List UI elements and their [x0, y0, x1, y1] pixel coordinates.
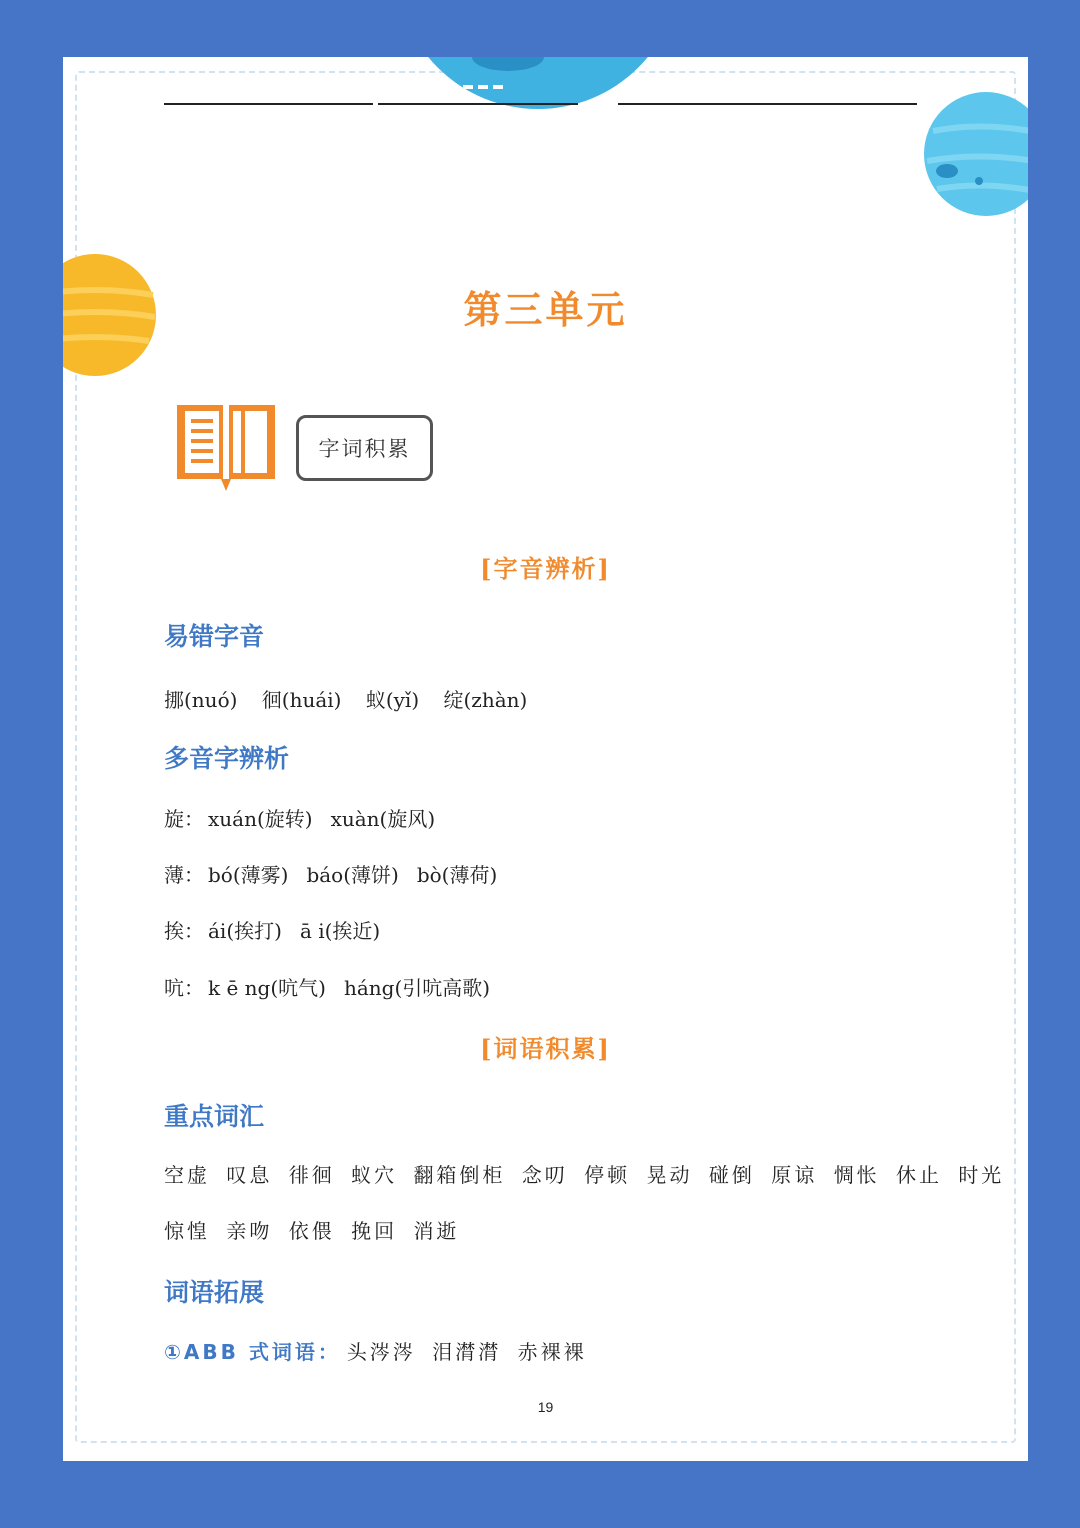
- word: 休止: [895, 1163, 942, 1187]
- header-line-middle: [378, 103, 578, 105]
- header-line-left: [164, 103, 373, 105]
- abb-word-line: [164, 1336, 597, 1365]
- list-item: 绽(zhàn): [443, 688, 528, 712]
- heading-word-expansion: 词语拓展: [164, 1278, 265, 1307]
- word: 依偎: [288, 1219, 335, 1243]
- planet-top-decoration: [368, 57, 708, 117]
- reading: ā i(挨近): [299, 919, 381, 943]
- page-number: 19: [537, 1399, 554, 1415]
- polyphone-row: [164, 915, 398, 944]
- reading: xuán(旋转): [208, 807, 313, 831]
- reading: ái(挨打): [208, 919, 282, 943]
- word: 惊惶: [164, 1219, 210, 1243]
- word: 原谅: [771, 1163, 818, 1187]
- word: 惆怅: [833, 1163, 880, 1187]
- polyphone-row: [164, 859, 515, 888]
- polyphone-row: [164, 803, 453, 832]
- polyphone-char: 挨：: [164, 919, 204, 943]
- word: 空虚: [164, 1163, 210, 1187]
- polyphone-char: 薄：: [164, 863, 204, 887]
- word: 徘徊: [288, 1163, 335, 1187]
- easy-error-list: [164, 684, 545, 713]
- word: 念叨: [521, 1163, 568, 1187]
- polyphone-char: 旋：: [164, 807, 204, 831]
- word: 头涔涔: [346, 1340, 416, 1364]
- section-title-pronunciation: [字音辨析]: [480, 554, 611, 583]
- header-line-right: [618, 103, 917, 105]
- word: 碰倒: [708, 1163, 755, 1187]
- word: 泪潸潸: [432, 1340, 502, 1364]
- reading: bó(薄雾): [208, 863, 289, 887]
- word: 晃动: [646, 1163, 693, 1187]
- list-item: 徊(huái): [261, 688, 342, 712]
- reading: bò(薄荷): [416, 863, 498, 887]
- list-item: 蚁(yǐ): [365, 688, 420, 712]
- word: 消逝: [413, 1219, 460, 1243]
- heading-polyphones: 多音字辨析: [164, 744, 290, 773]
- reading: háng(引吭高歌): [343, 976, 491, 1000]
- word: 叹息: [226, 1163, 273, 1187]
- reading: báo(薄饼): [306, 863, 399, 887]
- heading-key-words: 重点词汇: [164, 1102, 265, 1131]
- word: 赤裸裸: [517, 1340, 587, 1364]
- list-item: 挪(nuó): [164, 688, 238, 712]
- worksheet-page: [63, 57, 1028, 1461]
- key-word-line-2: [164, 1215, 469, 1244]
- section-title-vocabulary: [词语积累]: [480, 1034, 611, 1063]
- word: 挽回: [351, 1219, 398, 1243]
- word: 亲吻: [226, 1219, 273, 1243]
- polyphone-char: 吭：: [164, 976, 204, 1000]
- open-book-icon: [173, 399, 279, 491]
- word: 翻箱倒柜: [413, 1163, 506, 1187]
- word: 蚁穴: [351, 1163, 398, 1187]
- module-tag: 字词积累: [296, 415, 433, 481]
- heading-easy-errors: 易错字音: [164, 622, 265, 651]
- key-word-line-1: [164, 1159, 1014, 1188]
- word: 时光: [958, 1163, 1005, 1187]
- polyphone-row: [164, 972, 508, 1001]
- blue-planet-decoration: [923, 91, 1028, 217]
- abb-label: ①ABB 式词语：: [164, 1340, 341, 1364]
- reading: xuàn(旋风): [330, 807, 436, 831]
- reading: k ē ng(吭气): [208, 976, 326, 1000]
- word: 停顿: [584, 1163, 631, 1187]
- unit-title: 第三单元: [463, 287, 628, 332]
